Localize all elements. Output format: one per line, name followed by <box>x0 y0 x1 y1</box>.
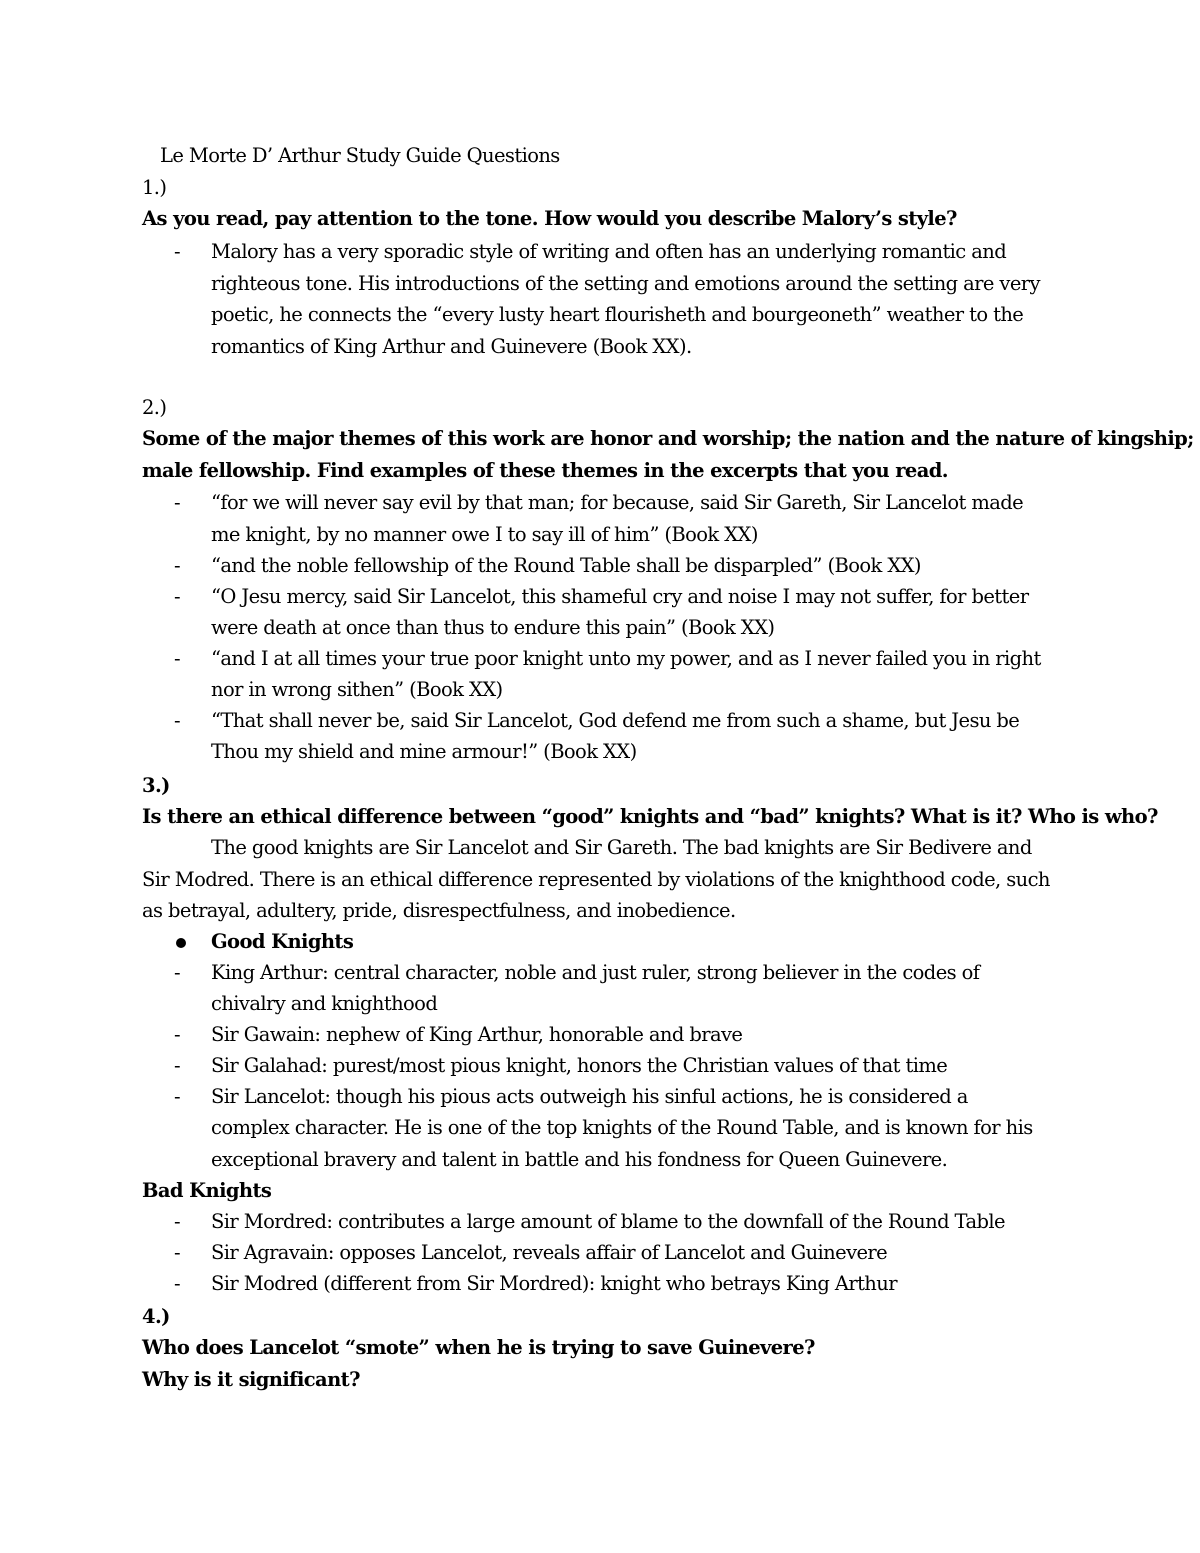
quote-item: were death at once than thus to endure this pain” (Book XX) <box>211 616 775 639</box>
list-dash: - <box>174 554 180 577</box>
answer-3-line: The good knights are Sir Lancelot and Sir Gareth. The bad knights are Sir Bedivere and <box>211 836 1032 859</box>
good-knight-item: Sir Galahad: purest/most pious knight, honors the Christian values of that time <box>211 1054 948 1077</box>
document-title: Le Morte D’ Arthur Study Guide Questions <box>160 144 560 167</box>
good-knight-item: Sir Gawain: nephew of King Arthur, honorable and brave <box>211 1023 743 1046</box>
quote-item: “and I at all times your true poor knight unto my power, and as I never failed you in right <box>211 647 1041 670</box>
quote-item: me knight, by no manner owe I to say ill of him” (Book XX) <box>211 523 758 546</box>
good-knight-item: King Arthur: central character, noble and just ruler, strong believer in the codes of <box>211 961 980 984</box>
answer-1-line: righteous tone. His introductions of the setting and emotions around the setting are very <box>211 272 1040 295</box>
good-knights-heading: Good Knights <box>211 930 354 953</box>
quote-item: “and the noble fellowship of the Round Table shall be disparpled” (Book XX) <box>211 554 921 577</box>
bad-knight-item: Sir Mordred: contributes a large amount of blame to the downfall of the Round Table <box>211 1210 1005 1233</box>
bullet-icon <box>176 938 186 948</box>
list-dash: - <box>174 1210 180 1233</box>
list-dash: - <box>174 647 180 670</box>
list-dash: - <box>174 1241 180 1264</box>
good-knight-item: chivalry and knighthood <box>211 992 438 1015</box>
list-dash: - <box>174 1085 180 1108</box>
bad-knight-item: Sir Modred (different from Sir Mordred): knight who betrays King Arthur <box>211 1272 897 1295</box>
answer-1-line: romantics of King Arthur and Guinevere (Book XX). <box>211 335 692 358</box>
question-3-number: 3.) <box>142 774 170 797</box>
question-1-number: 1.) <box>142 176 167 199</box>
quote-item: Thou my shield and mine armour!” (Book XX) <box>211 740 637 763</box>
good-knight-item: exceptional bravery and talent in battle and his fondness for Queen Guinevere. <box>211 1148 948 1171</box>
question-1-text: As you read, pay attention to the tone. How would you describe Malory’s style? <box>142 207 957 230</box>
answer-1-line: Malory has a very sporadic style of writing and often has an underlying romantic and <box>211 240 1007 263</box>
answer-3-line: as betrayal, adultery, pride, disrespectfulness, and inobedience. <box>142 899 736 922</box>
question-2-text: Some of the major themes of this work are honor and worship; the nation and the nature of kingship; <box>142 427 1194 450</box>
bad-knights-heading: Bad Knights <box>142 1179 272 1202</box>
question-4-text: Who does Lancelot “smote” when he is trying to save Guinevere? <box>142 1336 815 1359</box>
list-dash: - <box>174 1023 180 1046</box>
answer-3-line: Sir Modred. There is an ethical difference represented by violations of the knighthood code, such <box>142 868 1050 891</box>
answer-1-line: poetic, he connects the “every lusty heart flourisheth and bourgeoneth” weather to the <box>211 303 1024 326</box>
question-4-number: 4.) <box>142 1305 170 1328</box>
good-knight-item: Sir Lancelot: though his pious acts outweigh his sinful actions, he is considered a <box>211 1085 968 1108</box>
list-dash: - <box>174 1054 180 1077</box>
quote-item: “for we will never say evil by that man; for because, said Sir Gareth, Sir Lancelot made <box>211 491 1024 514</box>
quote-item: “O Jesu mercy, said Sir Lancelot, this shameful cry and noise I may not suffer, for better <box>211 585 1029 608</box>
good-knight-item: complex character. He is one of the top knights of the Round Table, and is known for his <box>211 1116 1033 1139</box>
list-dash: - <box>174 491 180 514</box>
quote-item: “That shall never be, said Sir Lancelot, God defend me from such a shame, but Jesu be <box>211 709 1020 732</box>
list-dash: - <box>174 709 180 732</box>
bad-knight-item: Sir Agravain: opposes Lancelot, reveals affair of Lancelot and Guinevere <box>211 1241 888 1264</box>
question-3-text: Is there an ethical difference between “good” knights and “bad” knights? What is it? Who is who? <box>142 805 1158 828</box>
list-dash: - <box>174 1272 180 1295</box>
list-dash: - <box>174 585 180 608</box>
question-4-text: Why is it significant? <box>142 1368 360 1391</box>
question-2-number: 2.) <box>142 396 167 419</box>
list-dash: - <box>174 961 180 984</box>
list-dash: - <box>174 240 180 263</box>
quote-item: nor in wrong sithen” (Book XX) <box>211 678 503 701</box>
question-2-text: male fellowship. Find examples of these themes in the excerpts that you read. <box>142 459 948 482</box>
